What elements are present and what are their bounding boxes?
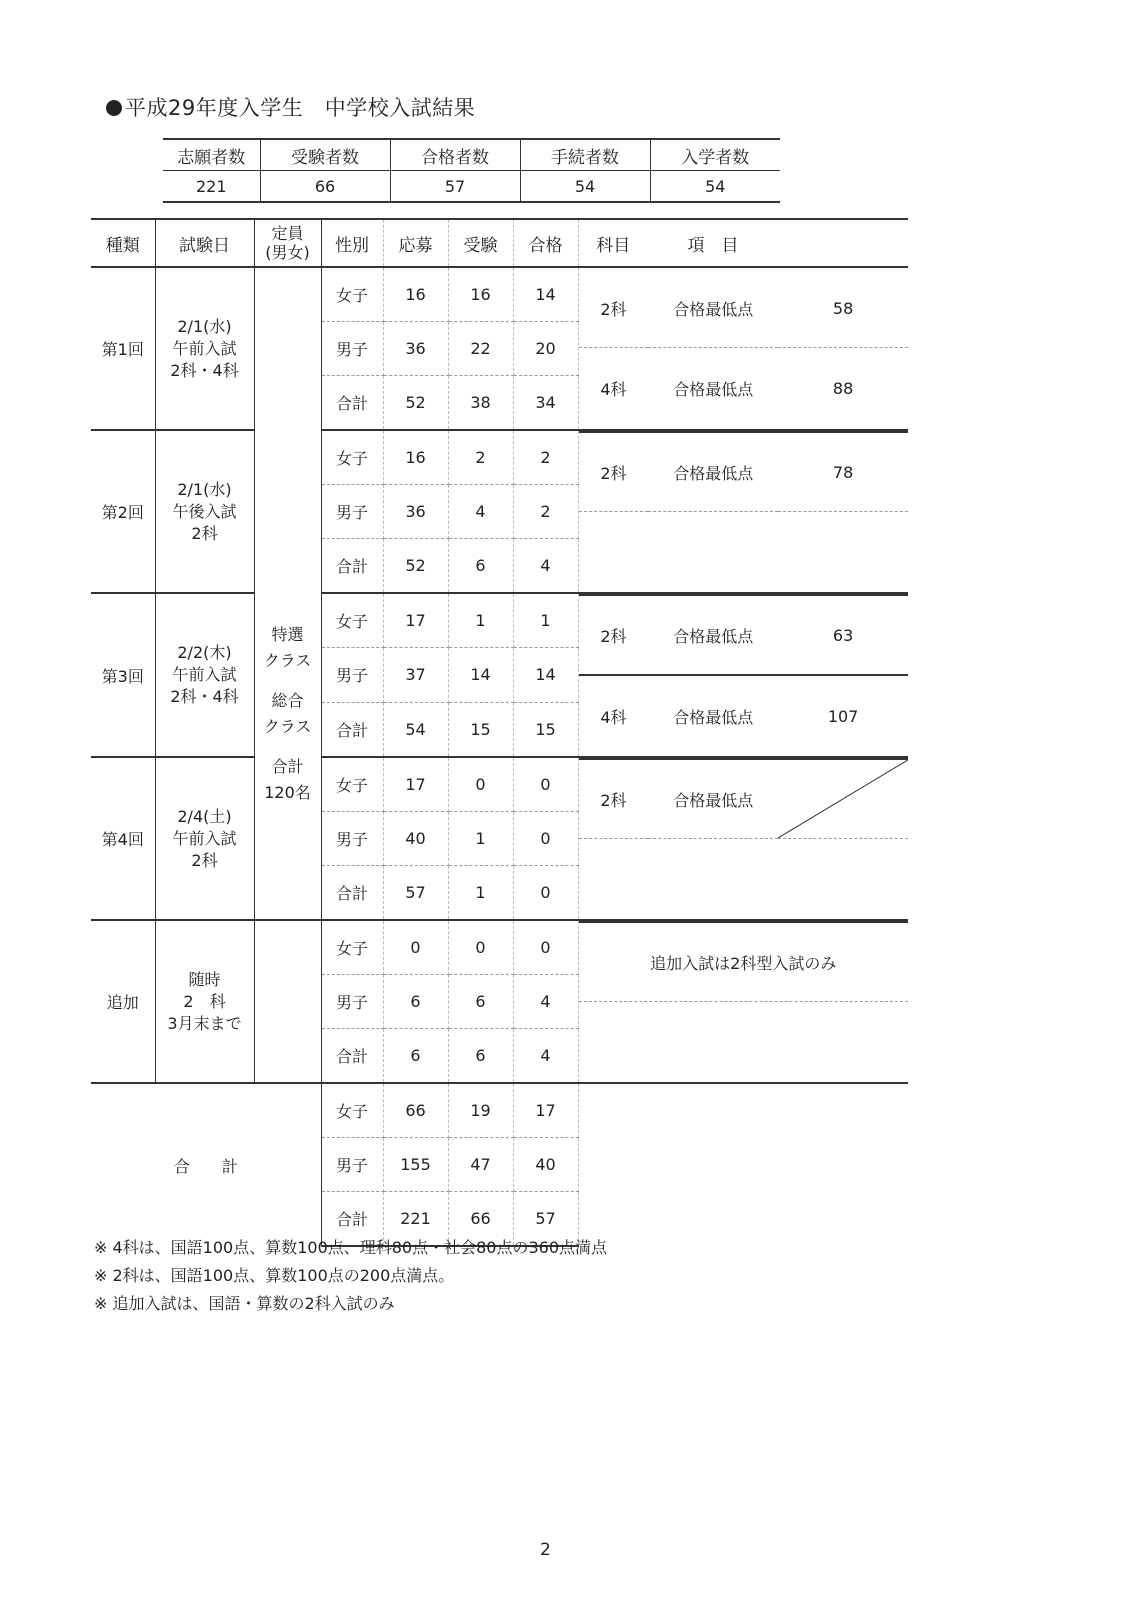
score-block <box>578 267 908 430</box>
sex-cell: 合計 <box>321 702 383 757</box>
take-cell: 47 <box>448 1138 513 1192</box>
apply-cell: 17 <box>383 593 448 648</box>
sex-cell: 合計 <box>321 866 383 921</box>
take-cell: 4 <box>448 485 513 539</box>
pass-cell: 0 <box>513 812 578 866</box>
pass-cell: 15 <box>513 702 578 757</box>
round-date-line: 随時 <box>188 969 221 989</box>
header-capacity <box>254 219 321 267</box>
summary-header-cell: 受験者数 <box>260 139 390 171</box>
round-name: 第3回 <box>91 593 155 757</box>
apply-cell: 37 <box>383 648 448 702</box>
round-date-line: 午前入試 <box>172 828 237 848</box>
pass-cell: 0 <box>513 866 578 921</box>
sex-cell: 男子 <box>321 485 383 539</box>
footnote: ※ 4科は、国語100点、算数100点、理科80点・社会80点の360点満点 <box>94 1238 608 1257</box>
round-date <box>155 920 254 1083</box>
header-capacity-line: (男女) <box>265 243 310 262</box>
table-row <box>91 430 908 485</box>
apply-cell: 52 <box>383 539 448 594</box>
table-row <box>91 267 908 322</box>
take-cell: 15 <box>448 702 513 757</box>
apply-cell: 16 <box>383 267 448 322</box>
header-subject: 科目 <box>578 219 648 267</box>
sex-cell: 合計 <box>321 1029 383 1084</box>
apply-cell: 16 <box>383 430 448 485</box>
round-date-line: 2/1(水) <box>177 479 232 499</box>
capacity-blank <box>254 920 321 1083</box>
round-date-line: 3月末まで <box>167 1013 242 1033</box>
take-cell: 1 <box>448 593 513 648</box>
round-date-line: 午前入試 <box>172 665 237 684</box>
take-cell: 6 <box>448 975 513 1029</box>
header-item: 項 目 <box>648 219 778 267</box>
sex-cell: 男子 <box>321 1138 383 1192</box>
round-date <box>155 430 254 593</box>
round-name: 第2回 <box>91 430 155 593</box>
subject-cell: 2科 <box>579 432 649 512</box>
capacity-line: 総合 <box>271 690 304 710</box>
round-date-line: 2科・4科 <box>170 687 239 706</box>
capacity-cell <box>254 267 321 920</box>
pass-cell: 2 <box>513 485 578 539</box>
header-pass: 合格 <box>513 219 578 267</box>
sex-cell: 女子 <box>321 1083 383 1138</box>
take-cell: 38 <box>448 376 513 431</box>
pass-cell: 40 <box>513 1138 578 1192</box>
header-type: 種類 <box>91 219 155 267</box>
take-cell: 0 <box>448 757 513 812</box>
round-name: 第1回 <box>91 267 155 430</box>
capacity-line: 120名 <box>264 782 311 802</box>
header-sex: 性別 <box>321 219 383 267</box>
round-name: 追加 <box>91 920 155 1083</box>
sex-cell: 男子 <box>321 975 383 1029</box>
subject-cell: 2科 <box>600 299 627 319</box>
sex-cell: 女子 <box>321 267 383 322</box>
summary-value-cell: 54 <box>520 171 650 203</box>
sex-cell: 合計 <box>321 376 383 431</box>
item-cell: 合格最低点 <box>673 379 754 399</box>
score-block <box>578 757 908 920</box>
pass-cell: 20 <box>513 322 578 376</box>
take-cell: 22 <box>448 322 513 376</box>
value-cell: 107 <box>778 675 908 756</box>
subject-cell: 4科 <box>579 675 649 756</box>
apply-cell: 52 <box>383 376 448 431</box>
additional-note: 追加入試は2科型入試のみ <box>579 922 909 1002</box>
sex-cell: 男子 <box>321 812 383 866</box>
sex-cell: 男子 <box>321 648 383 702</box>
subject-cell: 2科 <box>579 759 649 839</box>
subject-cell: 2科 <box>579 595 649 675</box>
footnotes <box>94 1234 607 1318</box>
sex-cell: 男子 <box>321 322 383 376</box>
sex-cell: 女子 <box>321 920 383 975</box>
item-cell: 合格最低点 <box>673 299 754 319</box>
round-date-line: 午後入試 <box>172 501 237 521</box>
table-row <box>91 593 908 648</box>
round-date-line: 2/1(水) <box>177 316 232 336</box>
pass-cell: 4 <box>513 975 578 1029</box>
take-cell: 6 <box>448 1029 513 1084</box>
pass-cell: 1 <box>513 593 578 648</box>
page-title <box>106 92 475 122</box>
item-cell: 合格最低点 <box>648 675 778 756</box>
note-block <box>578 920 908 1083</box>
sex-cell: 合計 <box>321 539 383 594</box>
table-row <box>91 1083 908 1138</box>
capacity-line: 特選 <box>271 624 304 644</box>
apply-cell: 54 <box>383 702 448 757</box>
footnote: ※ 追加入試は、国語・算数の2科入試のみ <box>94 1294 395 1313</box>
take-cell: 14 <box>448 648 513 702</box>
sex-cell: 女子 <box>321 757 383 812</box>
round-date-line: 2科 <box>191 850 218 870</box>
summary-value-cell: 221 <box>163 171 260 203</box>
capacity-line: クラス <box>263 716 312 736</box>
apply-cell: 66 <box>383 1083 448 1138</box>
sex-cell: 女子 <box>321 593 383 648</box>
pass-cell: 14 <box>513 267 578 322</box>
header-value <box>778 219 908 267</box>
item-cell: 合格最低点 <box>648 595 778 675</box>
summary-value-cell: 57 <box>390 171 520 203</box>
pass-cell: 17 <box>513 1083 578 1138</box>
value-cell <box>778 759 908 839</box>
take-cell: 6 <box>448 539 513 594</box>
footnote: ※ 2科は、国語100点、算数100点の200点満点。 <box>94 1266 455 1285</box>
capacity-line: 合計 <box>271 756 304 776</box>
summary-header-cell: 志願者数 <box>163 139 260 171</box>
pass-cell: 2 <box>513 430 578 485</box>
round-name: 第4回 <box>91 757 155 920</box>
apply-cell: 17 <box>383 757 448 812</box>
total-label: 合 計 <box>91 1083 321 1246</box>
sex-cell: 女子 <box>321 430 383 485</box>
pass-cell: 57 <box>513 1192 578 1247</box>
page-title-text: 平成29年度入学生 中学校入試結果 <box>125 96 476 120</box>
score-table <box>579 594 909 756</box>
round-date <box>155 593 254 757</box>
apply-cell: 6 <box>383 975 448 1029</box>
header-apply: 応募 <box>383 219 448 267</box>
table-row <box>91 920 908 975</box>
summary-header-cell: 入学者数 <box>650 139 780 171</box>
apply-cell: 0 <box>383 920 448 975</box>
score-table <box>579 431 909 512</box>
subject-cell: 4科 <box>600 379 627 399</box>
summary-value-cell: 66 <box>260 171 390 203</box>
summary-value-row <box>163 171 780 203</box>
apply-cell: 155 <box>383 1138 448 1192</box>
value-cell: 58 <box>832 298 854 318</box>
take-cell: 1 <box>448 866 513 921</box>
note-table <box>579 921 909 1002</box>
score-block <box>578 593 908 757</box>
pass-cell: 34 <box>513 376 578 431</box>
take-cell: 2 <box>448 430 513 485</box>
value-cell: 88 <box>832 378 854 398</box>
table-header-row <box>91 219 908 267</box>
diagonal-slash <box>778 760 908 838</box>
summary-table <box>163 138 780 203</box>
item-cell: 合格最低点 <box>648 432 778 512</box>
capacity-line: クラス <box>263 650 312 670</box>
header-capacity-line: 定員 <box>271 224 304 243</box>
bullet-icon <box>106 100 122 116</box>
header-take: 受験 <box>448 219 513 267</box>
apply-cell: 221 <box>383 1192 448 1247</box>
round-date <box>155 757 254 920</box>
take-cell: 0 <box>448 920 513 975</box>
round-date-line: 2科・4科 <box>170 360 239 380</box>
take-cell: 66 <box>448 1192 513 1247</box>
summary-header-row <box>163 139 780 171</box>
take-cell: 1 <box>448 812 513 866</box>
round-date-line: 2科 <box>191 523 218 543</box>
take-cell: 19 <box>448 1083 513 1138</box>
header-date: 試験日 <box>155 219 254 267</box>
pass-cell: 0 <box>513 757 578 812</box>
round-date-line: 2 科 <box>183 991 226 1011</box>
score-block <box>578 430 908 593</box>
round-date <box>155 267 254 430</box>
results-table <box>91 218 908 1247</box>
summary-value-cell: 54 <box>650 171 780 203</box>
take-cell: 16 <box>448 267 513 322</box>
round-date-line: 2/2(木) <box>177 643 232 662</box>
value-cell: 63 <box>778 595 908 675</box>
summary-header-cell: 手続者数 <box>520 139 650 171</box>
round-date-line: 2/4(土) <box>177 806 232 826</box>
value-cell: 78 <box>778 432 908 512</box>
total-blank <box>578 1083 908 1246</box>
pass-cell: 0 <box>513 920 578 975</box>
summary-header-cell: 合格者数 <box>390 139 520 171</box>
apply-cell: 36 <box>383 322 448 376</box>
pass-cell: 4 <box>513 539 578 594</box>
pass-cell: 4 <box>513 1029 578 1084</box>
page-number: 2 <box>540 1540 551 1560</box>
sex-cell: 合計 <box>321 1192 383 1247</box>
round-date-line: 午前入試 <box>172 338 237 358</box>
table-row <box>91 757 908 812</box>
score-table <box>579 269 909 428</box>
score-table <box>579 758 909 839</box>
apply-cell: 36 <box>383 485 448 539</box>
item-cell: 合格最低点 <box>648 759 778 839</box>
pass-cell: 14 <box>513 648 578 702</box>
apply-cell: 6 <box>383 1029 448 1084</box>
apply-cell: 57 <box>383 866 448 921</box>
apply-cell: 40 <box>383 812 448 866</box>
